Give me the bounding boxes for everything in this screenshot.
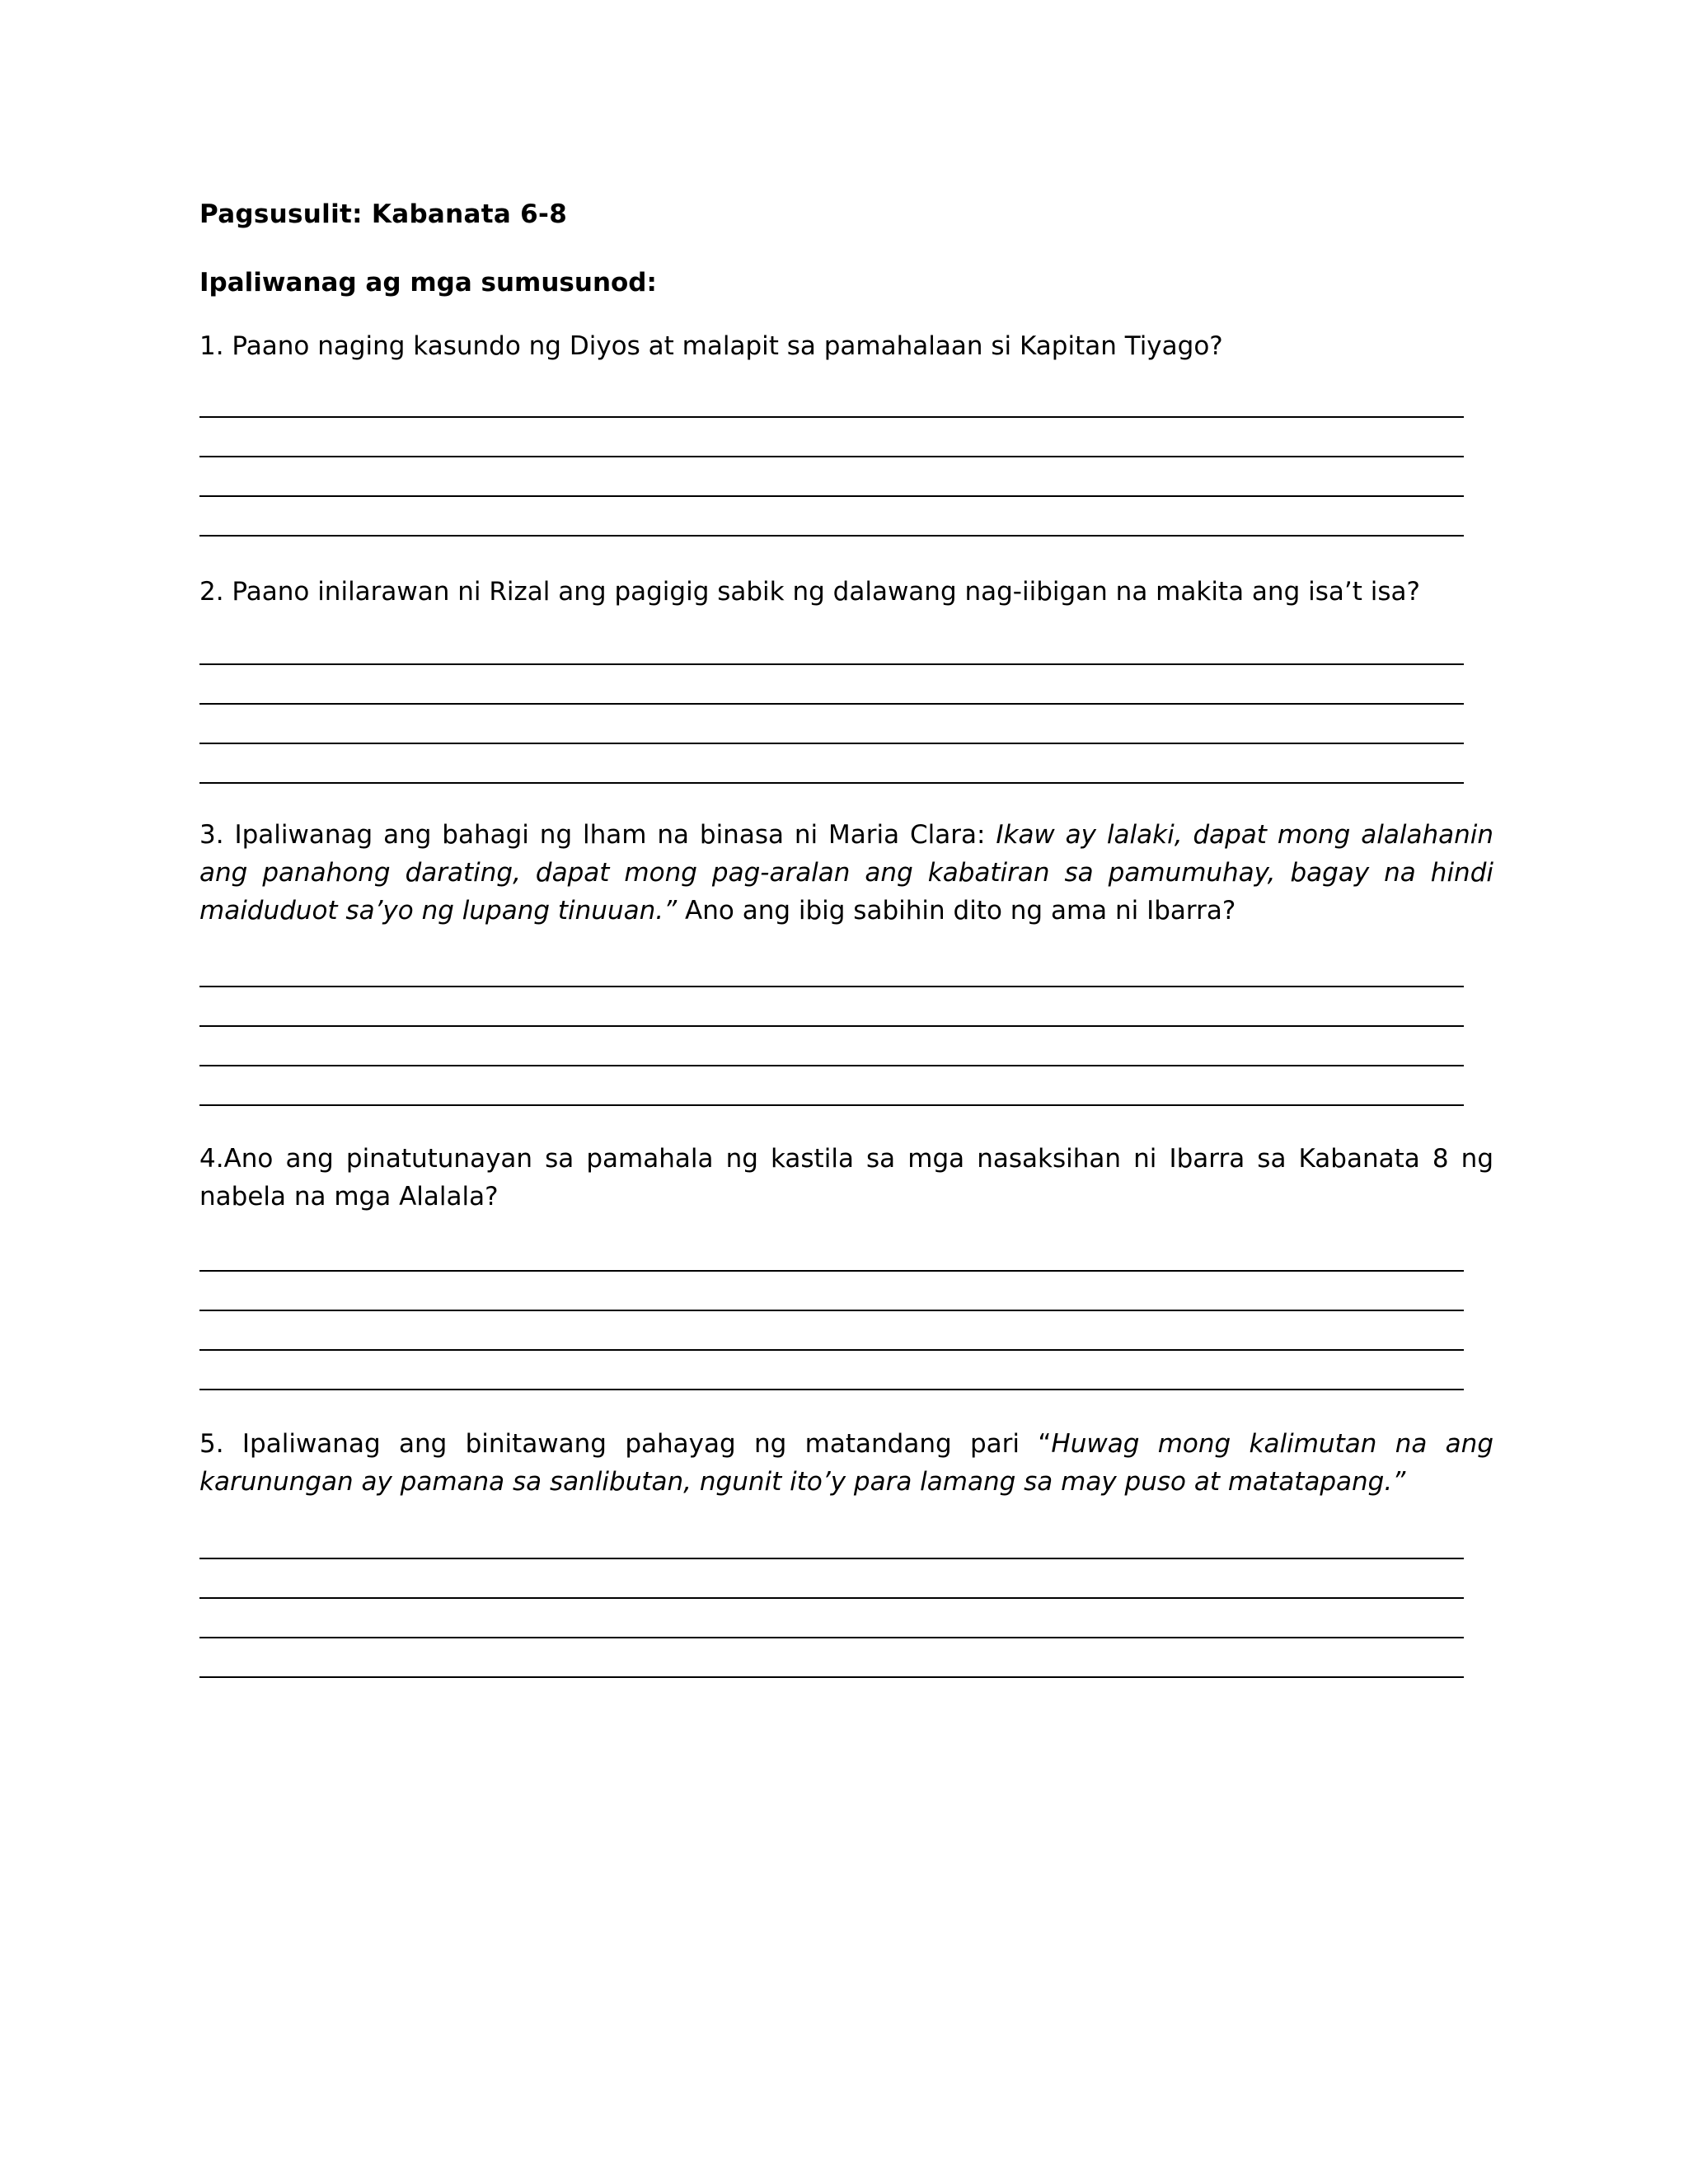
answer-line[interactable] <box>199 416 1464 418</box>
answer-line[interactable] <box>199 1065 1464 1066</box>
question-3 <box>199 816 1493 930</box>
page-title: Pagsusulit: Kabanata 6-8 <box>199 199 568 229</box>
question-4: 4.Ano ang pinatutunayan sa pamahala ng kastila sa mga nasaksihan ni Ibarra sa Kabanata 8 ng nabela na mga Alalala? <box>199 1144 1493 1212</box>
question-3-text: 3. Ipaliwanag ang bahagi ng lham na binasa ni Maria Clara: <box>199 820 996 850</box>
question-3-quote: Ikaw ay lalaki, dapat mong alalahanin ang panahong darating, dapat mong pag-aralan ang kabatiran sa pamumuhay, bagay na hindi maiduduot sa’yo ng lupang tinuuan.” <box>199 820 1493 926</box>
answer-lines-1 <box>199 416 1464 574</box>
answer-lines-5 <box>199 1558 1464 1716</box>
question-5-quote: Huwag mong kalimutan na ang karunungan ay pamana sa sanlibutan, ngunit ito’y para lamang sa may puso at matatapang.” <box>199 1429 1493 1497</box>
answer-lines-3 <box>199 986 1464 1144</box>
question-5-text: 5. Ipaliwanag ang binitawang pahayag ng matandang pari “ <box>199 1429 1052 1459</box>
answer-line[interactable] <box>199 1104 1464 1106</box>
answer-line[interactable] <box>199 495 1464 497</box>
answer-line[interactable] <box>199 1597 1464 1599</box>
answer-line[interactable] <box>199 456 1464 457</box>
instruction-heading: Ipaliwanag ag mga sumusunod: <box>199 268 657 298</box>
answer-line[interactable] <box>199 703 1464 705</box>
question-5 <box>199 1425 1493 1501</box>
answer-lines-4 <box>199 1270 1464 1428</box>
question-3-followup: Ano ang ibig sabihin dito ng ama ni Ibarra? <box>677 896 1236 926</box>
answer-line[interactable] <box>199 1270 1464 1272</box>
answer-line[interactable] <box>199 535 1464 537</box>
answer-line[interactable] <box>199 743 1464 744</box>
answer-line[interactable] <box>199 1389 1464 1390</box>
answer-line[interactable] <box>199 986 1464 987</box>
answer-line[interactable] <box>199 1349 1464 1351</box>
answer-line[interactable] <box>199 782 1464 784</box>
answer-line[interactable] <box>199 1558 1464 1559</box>
answer-line[interactable] <box>199 1025 1464 1027</box>
answer-line[interactable] <box>199 663 1464 665</box>
answer-line[interactable] <box>199 1676 1464 1678</box>
answer-line[interactable] <box>199 1310 1464 1311</box>
question-1: 1. Paano naging kasundo ng Diyos at malapit sa pamahalaan si Kapitan Tiyago? <box>199 331 1223 361</box>
answer-lines-2 <box>199 663 1464 822</box>
answer-line[interactable] <box>199 1637 1464 1638</box>
question-2: 2. Paano inilarawan ni Rizal ang pagigig sabik ng dalawang nag-iibigan na makita ang isa’t isa? <box>199 577 1420 607</box>
